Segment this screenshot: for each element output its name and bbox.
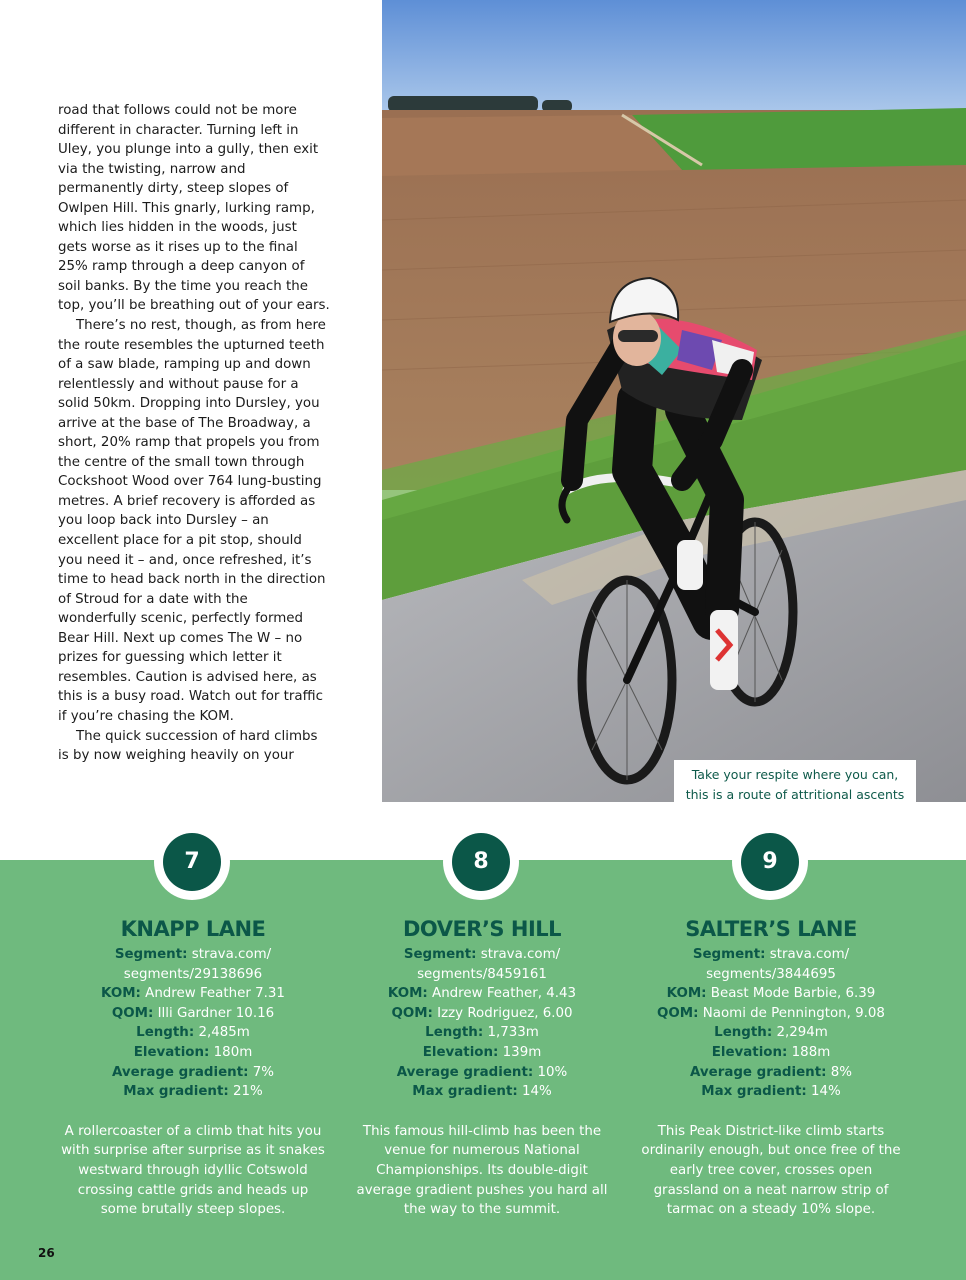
climb-title: DOVER’S HILL (402, 917, 562, 941)
segment-url: strava.com/ (480, 947, 561, 962)
climb-description: This Peak District-like climb starts ordinarily enough, but once free of the early tree cover, crosses open grassland on a neat narrow strip of tarmac on a steady 10% slope. (641, 1123, 901, 1218)
kom-label: KOM: (666, 986, 707, 1002)
max-gradient-value: 14% (810, 1084, 841, 1100)
kom-label: KOM: (387, 986, 428, 1002)
qom-label: QOM: (111, 1005, 154, 1021)
elevation-label: Elevation: (422, 1044, 499, 1060)
article-body (58, 101, 330, 766)
max-gradient-label: Max gradient: (123, 1084, 229, 1100)
climb-stats (636, 945, 906, 1102)
length-label: Length: (714, 1025, 773, 1041)
climb-card (347, 915, 617, 1220)
cyclist-photo (382, 0, 966, 802)
length-label: Length: (425, 1025, 484, 1041)
climb-title: KNAPP LANE (120, 917, 266, 941)
qom-value: Izzy Rodriguez, 6.00 (437, 1005, 573, 1021)
segment-url-2: segments/29138696 (123, 966, 263, 982)
length-value: 1,733m (487, 1025, 539, 1041)
climb-title: SALTER’S LANE (685, 917, 857, 941)
caption-line-1: Take your respite where you can, (691, 767, 899, 782)
climb-card (58, 915, 328, 1220)
kom-value: Beast Mode Barbie, 6.39 (710, 986, 876, 1002)
kom-label: KOM: (101, 986, 141, 1002)
average-gradient-label: Average gradient: (396, 1064, 534, 1080)
photo-caption (674, 760, 916, 802)
segment-label: Segment: (403, 947, 477, 962)
segment-url-2: segments/3844695 (706, 966, 836, 982)
qom-label: QOM: (657, 1005, 699, 1021)
page-number: 26 (38, 1246, 55, 1260)
length-label: Length: (136, 1025, 195, 1041)
climb-description: This famous hill-climb has been the venue for numerous National Championships. Its double-digit average gradient pushes you hard all the way to the summit. (356, 1123, 608, 1218)
segment-url: strava.com/ (769, 947, 850, 962)
climb-number: 7 (163, 833, 221, 891)
climb-stats (58, 945, 328, 1102)
qom-value: Illi Gardner 10.16 (157, 1005, 275, 1021)
kom-value: Andrew Feather, 4.43 (432, 986, 577, 1002)
qom-value: Naomi de Pennington, 9.08 (702, 1005, 885, 1021)
climb-number: 9 (741, 833, 799, 891)
elevation-value: 188m (791, 1044, 831, 1060)
average-gradient-value: 8% (830, 1064, 852, 1080)
climb-number-badge (443, 824, 519, 900)
segment-url: strava.com/ (191, 947, 272, 962)
average-gradient-value: 10% (537, 1064, 568, 1080)
climb-number: 8 (452, 833, 510, 891)
elevation-label: Elevation: (711, 1044, 788, 1060)
climb-description: A rollercoaster of a climb that hits you with surprise after surprise as it snakes westward through idyllic Cotswold crossing cattle grids and heads up some brutally steep slopes. (61, 1123, 325, 1218)
elevation-label: Elevation: (133, 1044, 210, 1060)
max-gradient-value: 21% (232, 1084, 263, 1100)
segment-label: Segment: (114, 947, 188, 962)
elevation-value: 180m (213, 1044, 253, 1060)
max-gradient-label: Max gradient: (701, 1084, 807, 1100)
article-paragraph-1: road that follows could not be more different in character. Turning left in Uley, you plunge into a gully, then exit via the twisting, narrow and permanently dirty, steep slopes of Owlpen Hill. This gnarly, lurking ramp, which lies hidden in the woods, just gets worse as it rises up to the final 25% ramp through a deep canyon of soil banks. By the time you reach the top, you’ll be breathing out of your ears. (58, 103, 330, 314)
caption-line-2: this is a route of attritional ascents (685, 787, 905, 802)
climb-number-badge (154, 824, 230, 900)
length-value: 2,485m (198, 1025, 250, 1041)
segment-label: Segment: (692, 947, 766, 962)
average-gradient-value: 7% (252, 1064, 274, 1080)
kom-value: Andrew Feather 7.31 (145, 986, 285, 1002)
length-value: 2,294m (776, 1025, 828, 1041)
segment-url-2: segments/8459161 (417, 966, 547, 982)
max-gradient-value: 14% (521, 1084, 552, 1100)
article-paragraph-2: There’s no rest, though, as from here the route resembles the upturned teeth of a saw blade, ramping up and down relentlessly and without pause for a solid 50km. Dropping into Dursley, you arrive at the base of The Broadway, a short, 20% ramp that propels you from the centre of the small town through Cockshoot Wood over 764 lung-busting metres. A brief recovery is afforded as you loop back into Dursley – an excellent place for a pit stop, should you need it – and, once refreshed, it’s time to head back north in the direction of Stroud for a date with the wonderfully scenic, perfectly formed Bear Hill. Next up comes The W – no prizes for guessing which letter it resembles. Caution is advised here, as this is a busy road. Watch out for traffic if you’re chasing the KOM. (58, 318, 326, 724)
max-gradient-label: Max gradient: (412, 1084, 518, 1100)
climb-stats (347, 945, 617, 1102)
elevation-value: 139m (502, 1044, 542, 1060)
article-paragraph-3: The quick succession of hard climbs is by now weighing heavily on your (58, 728, 318, 764)
average-gradient-label: Average gradient: (690, 1064, 827, 1080)
average-gradient-label: Average gradient: (112, 1064, 249, 1080)
climb-number-badge (732, 824, 808, 900)
qom-label: QOM: (391, 1005, 433, 1021)
climb-card (636, 915, 906, 1220)
